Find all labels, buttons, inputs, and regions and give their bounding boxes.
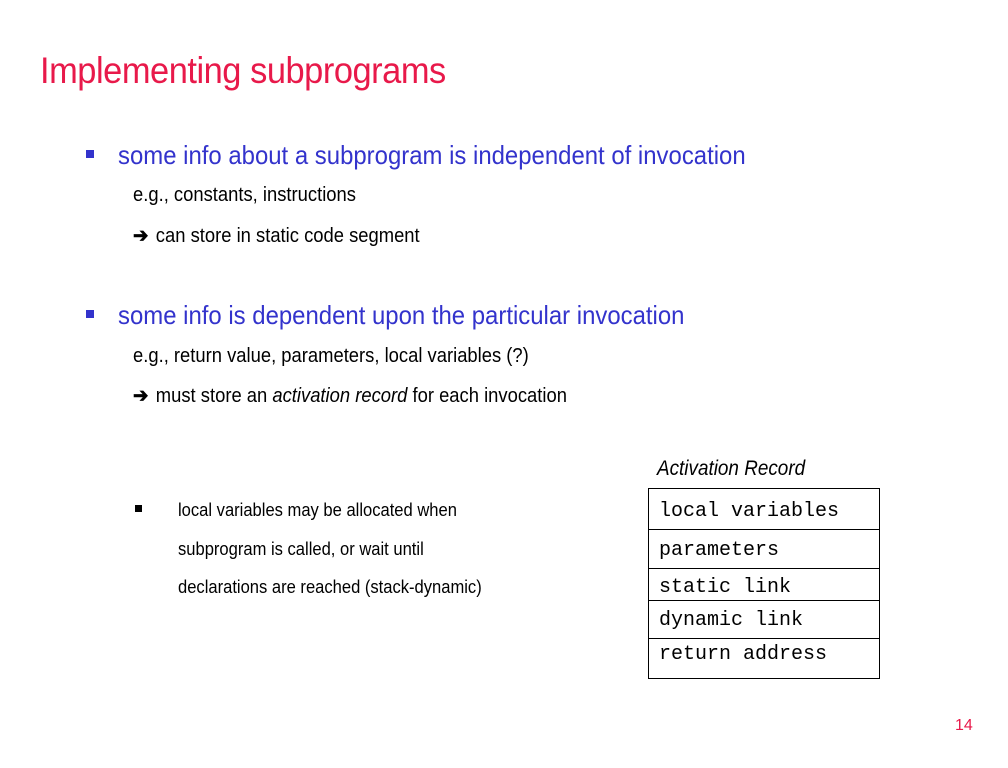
bullet-marker-2 [86, 310, 94, 318]
ar-field-parameters: parameters [659, 539, 780, 562]
bullet-1-text: some info about a subprogram is independent of invocation [118, 140, 746, 170]
arrow-right-icon: ➔ [133, 225, 149, 247]
slide-title: Implementing subprograms [40, 50, 446, 91]
ar-field-static-link: static link [659, 576, 792, 599]
ar-field-return-address: return address [659, 643, 828, 666]
activation-record-title: Activation Record [657, 457, 806, 480]
arrow-right-icon: ➔ [133, 385, 149, 407]
bullet-2-conclusion-post: for each invocation [407, 385, 567, 407]
ar-divider [649, 638, 879, 639]
note-line-1: local variables may be allocated when [178, 500, 457, 520]
ar-divider [649, 600, 879, 601]
bullet-2-example: e.g., return value, parameters, local variables (?) [133, 345, 529, 367]
bullet-2-conclusion-pre: must store an [155, 385, 273, 407]
bullet-1-example: e.g., constants, instructions [133, 184, 356, 206]
note-line-2: subprogram is called, or wait until [178, 539, 424, 559]
activation-record-box [648, 488, 880, 679]
ar-divider [649, 529, 879, 530]
bullet-2-text: some info is dependent upon the particular invocation [118, 300, 685, 330]
activation-record-term: activation record [272, 385, 408, 407]
ar-divider [649, 568, 879, 569]
bullet-1-conclusion-text: can store in static code segment [155, 225, 420, 247]
note-bullet-marker [135, 505, 142, 512]
note-line-3: declarations are reached (stack-dynamic) [178, 577, 482, 597]
bullet-marker-1 [86, 150, 94, 158]
ar-field-dynamic-link: dynamic link [659, 609, 804, 632]
bullet-2-conclusion [133, 383, 567, 408]
bullet-1-conclusion [133, 223, 420, 248]
page-number: 14 [955, 717, 973, 734]
ar-field-local-variables: local variables [659, 500, 840, 523]
